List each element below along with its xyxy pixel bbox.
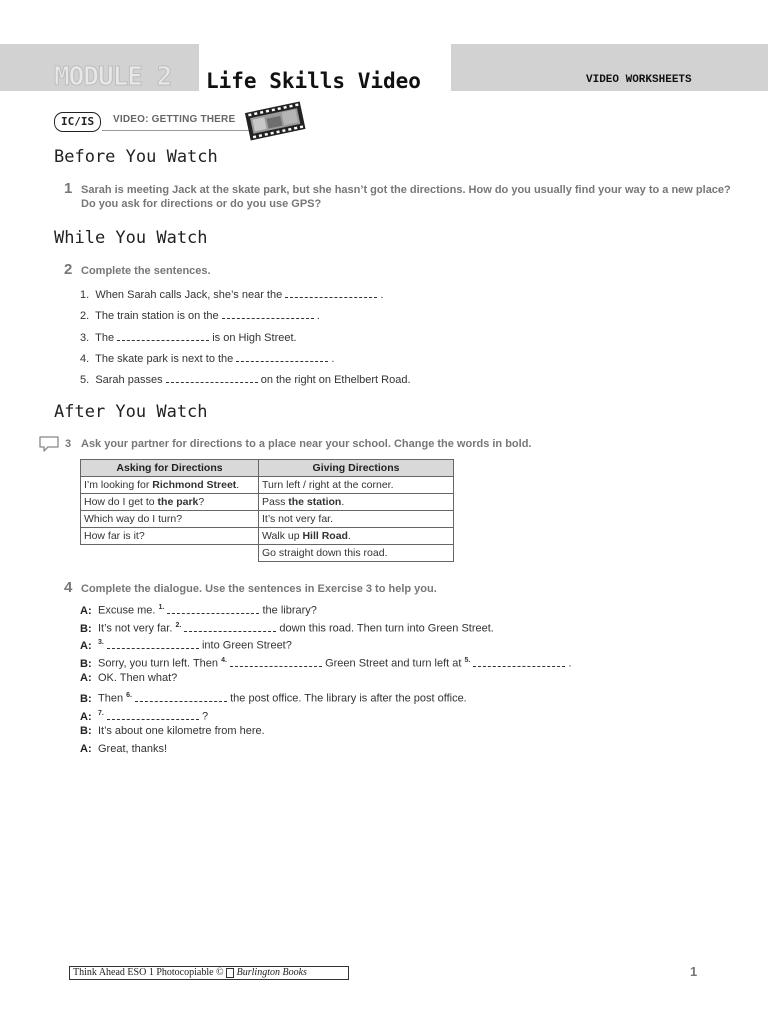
dialogue-line: A: Great, thanks!	[80, 743, 168, 755]
answer-blank[interactable]	[107, 638, 199, 649]
answer-blank[interactable]	[285, 287, 377, 298]
table-cell: Go straight down this road.	[259, 545, 454, 562]
exercise-4-instruction: Complete the dialogue. Use the sentences in Exercise 3 to help you.	[81, 583, 437, 595]
table-row	[81, 528, 454, 545]
dialogue-line: A: $^{3.}$ into Green Street?	[80, 639, 292, 652]
dialogue-line: B: It’s about one kilometre from here.	[80, 725, 265, 737]
exercise-1-line-1: Sarah is meeting Jack at the skate park, but she hasn’t got the directions. How do you usually find your way to a new place?	[81, 184, 731, 196]
publisher-logo-icon	[226, 968, 234, 978]
answer-blank[interactable]	[135, 691, 227, 702]
exercise-3-instruction: Ask your partner for directions to a place near your school. Change the words in bold.	[81, 438, 532, 450]
table-cell: How far is it?	[81, 528, 259, 545]
exercise-3-number: 3	[65, 438, 72, 450]
directions-table	[80, 459, 454, 562]
page-title: Life Skills Video	[206, 69, 421, 93]
table-row	[81, 477, 454, 494]
answer-blank[interactable]	[230, 656, 322, 667]
dialogue-line: A: $^{7.}$ ?	[80, 710, 209, 723]
sentence-item: 4. The skate park is next to the .	[80, 353, 335, 365]
column-header-giving: Giving Directions	[259, 460, 454, 477]
dialogue-line: B: Sorry, you turn left. Then $^{4.}$ Green Street and turn left at $^{5.}$ .	[80, 657, 572, 670]
footer-copyright: Think Ahead ESO 1 Photocopiable © Burlington Books	[69, 966, 349, 980]
table-row	[81, 511, 454, 528]
exercise-1-number: 1	[64, 180, 73, 197]
sentence-item: 2. The train station is on the .	[80, 310, 320, 322]
page-number: 1	[690, 964, 698, 979]
answer-blank[interactable]	[184, 621, 276, 632]
dialogue-line: B: Then $^{6.}$ the post office. The library is after the post office.	[80, 692, 467, 705]
answer-blank[interactable]	[167, 603, 259, 614]
publisher-name: Burlington Books	[236, 967, 307, 978]
exercise-2-instruction: Complete the sentences.	[81, 265, 211, 277]
table-cell: Turn left / right at the corner.	[259, 477, 454, 494]
section-heading-before: Before You Watch	[54, 147, 218, 167]
worksheet-label: VIDEO WORKSHEETS	[586, 74, 692, 86]
module-label: MODULE 2	[54, 62, 172, 92]
section-heading-after: After You Watch	[54, 402, 208, 422]
answer-blank[interactable]	[107, 709, 199, 720]
exercise-4-number: 4	[64, 579, 73, 596]
video-label: VIDEO: GETTING THERE	[113, 114, 236, 125]
dialogue-line: B: It’s not very far. $^{2.}$ down this road. Then turn into Green Street.	[80, 622, 494, 635]
exercise-2-number: 2	[64, 261, 73, 278]
sentence-item: 5. Sarah passes on the right on Ethelbert Road.	[80, 374, 411, 386]
exercise-1-line-2: Do you ask for directions or do you use GPS?	[81, 198, 322, 210]
table-row	[81, 545, 454, 562]
table-row	[81, 494, 454, 511]
speech-bubble-icon	[38, 435, 60, 458]
dialogue-line: A: Excuse me. $^{1.}$ the library?	[80, 604, 317, 617]
table-cell: Pass the station.	[259, 494, 454, 511]
sentence-item: 1. When Sarah calls Jack, she’s near the .	[80, 289, 384, 301]
answer-blank[interactable]	[222, 308, 314, 319]
answer-blank[interactable]	[236, 351, 328, 362]
table-cell: I’m looking for Richmond Street.	[81, 477, 259, 494]
dialogue-line: A: OK. Then what?	[80, 672, 178, 684]
answer-blank[interactable]	[166, 372, 258, 383]
icis-badge: IC/IS	[54, 112, 101, 132]
answer-blank[interactable]	[117, 330, 209, 341]
column-header-asking: Asking for Directions	[81, 460, 259, 477]
sentence-item: 3. The is on High Street.	[80, 332, 297, 344]
section-heading-while: While You Watch	[54, 228, 208, 248]
table-header-row	[81, 460, 454, 477]
table-cell-empty	[81, 545, 259, 562]
table-cell: It’s not very far.	[259, 511, 454, 528]
film-strip-icon	[243, 99, 307, 146]
table-cell: Which way do I turn?	[81, 511, 259, 528]
table-cell: Walk up Hill Road.	[259, 528, 454, 545]
table-cell: How do I get to the park?	[81, 494, 259, 511]
answer-blank[interactable]	[473, 656, 565, 667]
